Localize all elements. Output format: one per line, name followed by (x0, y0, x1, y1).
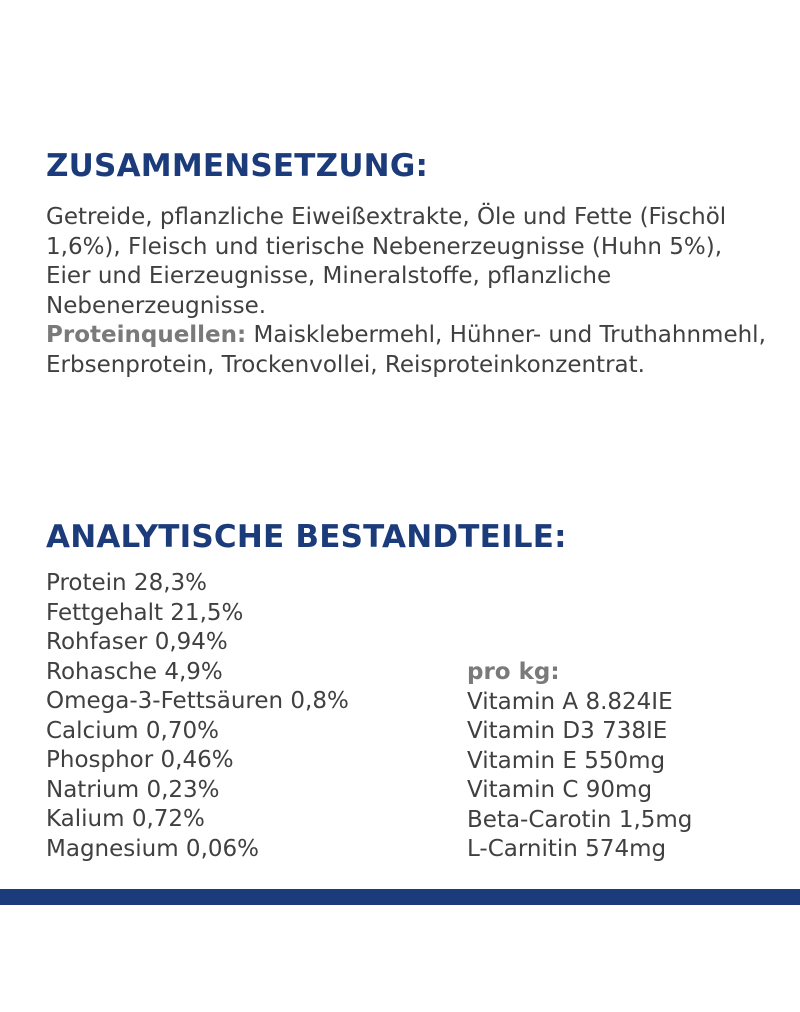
footer-bar (0, 889, 800, 905)
vitamin-item: L-Carnitin 574mg (467, 836, 667, 862)
analytical-heading: ANALYTISCHE BESTANDTEILE: (46, 519, 567, 555)
composition-heading: ZUSAMMENSETZUNG: (46, 148, 429, 184)
composition-text (46, 203, 766, 321)
vitamin-item: Beta-Carotin 1,5mg (467, 806, 693, 833)
vitamin-list (467, 688, 692, 865)
nutrient-item: Kalium 0,72% (46, 806, 205, 832)
nutrient-item: Magnesium 0,06% (46, 835, 259, 862)
nutrient-item: Rohasche 4,9% (46, 658, 223, 685)
vitamin-item: Vitamin C 90mg (467, 777, 653, 803)
protein-sources-label: Proteinquellen: (46, 322, 247, 348)
protein-sources-text: Maisklebermehl, Hühner- und Truthahnmehl, Erbsenprotein, Trockenvollei, Reisproteinkonzentrat. (46, 322, 766, 378)
nutrient-item: Phosphor 0,46% (46, 747, 234, 773)
protein-sources (46, 321, 766, 380)
analytical-list (46, 569, 349, 864)
nutrient-item: Rohfaser 0,94% (46, 629, 228, 655)
vitamin-item: Vitamin E 550mg (467, 747, 666, 774)
composition-section (46, 203, 766, 380)
nutrient-item: Calcium 0,70% (46, 717, 219, 744)
nutrient-item: Omega-3-Fettsäuren 0,8% (46, 688, 349, 714)
nutrient-item: Fettgehalt 21,5% (46, 599, 244, 626)
nutrient-item: Natrium 0,23% (46, 776, 220, 803)
composition-ingredients: Getreide, pflanzliche Eiweißextrakte, Öle und Fette (Fischöl 1,6%), Fleisch und tierische Nebenerzeugnisse (Huhn 5%), Eier und Eierzeugnisse, Mineralstoffe, pflanzliche Nebenerzeugnisse. (46, 204, 727, 319)
vitamin-item: Vitamin A 8.824IE (467, 688, 673, 715)
vitamin-section (467, 658, 692, 865)
vitamin-heading: pro kg: (467, 659, 560, 685)
vitamin-item: Vitamin D3 738IE (467, 718, 668, 744)
nutrient-item: Protein 28,3% (46, 570, 207, 596)
